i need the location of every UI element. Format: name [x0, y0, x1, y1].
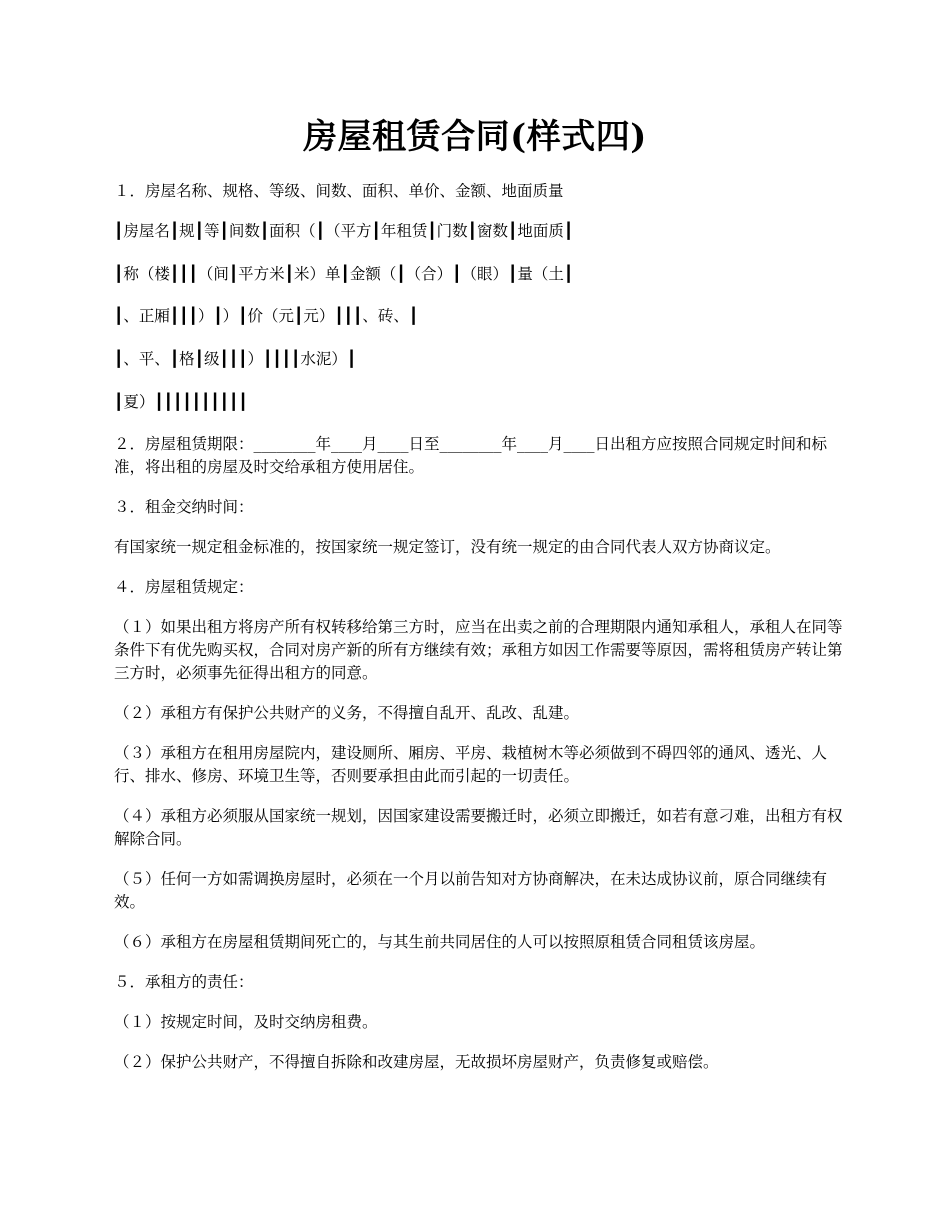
clause-2-lease-term: ２．房屋租赁期限：________年____月____日至________年____月____日出租方应按照合同规定时间和标准，将出租的房屋及时交给承租方使用居住。	[114, 435, 828, 477]
text-table-row-1: ┃房屋名┃规┃等┃间数┃面积（┃（平方┃年租赁┃门数┃窗数┃地面质┃	[114, 222, 574, 240]
clause-4-item-2: （２）承租方有保护公共财产的义务，不得擅自乱开、乱改、乱建。	[114, 704, 580, 723]
clause-3-body: 有国家统一规定租金标准的，按国家统一规定签订，没有统一规定的由合同代表人双方协商议定。	[114, 538, 781, 557]
text-table-row-2: ┃称（楼┃┃┃（间┃平方米┃米）单┃金额（┃（合）┃（眼）┃量（土┃	[114, 264, 574, 283]
text-table-row-3: ┃、正厢┃┃┃）┃）┃价（元┃元）┃┃┃、砖、┃	[114, 307, 419, 326]
clause-4-item-5: （５）任何一方如需调换房屋时，必须在一个月以前告知对方协商解决，在未达成协议前，原合同继续有效。	[114, 870, 828, 912]
clause-4-item-1: （１）如果出租方将房产所有权转移给第三方时，应当在出卖之前的合理期限内通知承租人，承租人在同等条件下有优先购买权，合同对房产新的所有方继续有效；承租方如因工作需要等原因，需将租赁房产转让第三方时，必须事先征得出租方的同意。	[114, 618, 843, 683]
clause-4-item-4: （４）承租方必须服从国家统一规划，因国家建设需要搬迁时，必须立即搬迁，如若有意刁难，出租方有权解除合同。	[114, 807, 843, 849]
clause-5-item-2: （２）保护公共财产，不得擅自拆除和改建房屋，无故损坏房屋财产，负责修复或赔偿。	[114, 1053, 719, 1072]
document-body	[114, 180, 844, 1091]
clause-4-heading: ４．房屋租赁规定：	[114, 578, 254, 597]
clause-5-item-1: （１）按规定时间，及时交纳房租费。	[114, 1013, 378, 1032]
text-table-row-5: ┃夏）┃┃┃┃┃┃┃┃┃┃	[114, 392, 248, 411]
clause-4-item-6: （６）承租方在房屋租赁期间死亡的，与其生前共同居住的人可以按照原租赁合同租赁该房屋。	[114, 933, 766, 952]
clause-1-heading: １．房屋名称、规格、等级、间数、面积、单价、金额、地面质量	[114, 182, 564, 200]
text-table-row-4: ┃、平、┃格┃级┃┃┃）┃┃┃┃水泥）┃	[114, 350, 357, 369]
clause-4-item-3: （３）承租方在租用房屋院内，建设厕所、厢房、平房、栽植树木等必须做到不碍四邻的通风、透光、人行、排水、修房、环境卫生等，否则要承担由此而引起的一切责任。	[114, 744, 828, 786]
document-title: 房屋租赁合同(样式四)	[303, 117, 647, 157]
clause-5-heading: ５．承租方的责任：	[114, 973, 254, 992]
clause-3-heading: ３．租金交纳时间：	[114, 498, 254, 517]
